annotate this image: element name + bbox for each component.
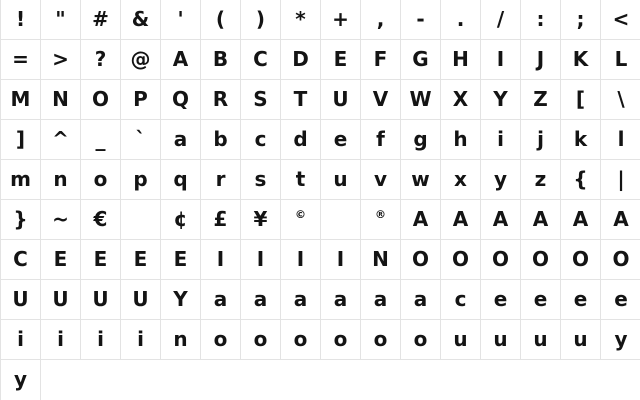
glyph-cell <box>121 120 161 160</box>
glyph-cell <box>281 320 321 360</box>
glyph-cell <box>121 80 161 120</box>
glyph-cell <box>321 200 361 240</box>
glyph: e <box>333 127 348 151</box>
glyph: A <box>572 207 589 231</box>
glyph-cell <box>561 160 601 200</box>
glyph: B <box>212 47 229 71</box>
glyph: # <box>92 7 109 31</box>
glyph: o <box>373 327 388 351</box>
glyph-cell <box>1 360 41 400</box>
glyph-cell <box>161 0 201 40</box>
glyph: z <box>534 167 547 191</box>
glyph-cell <box>241 160 281 200</box>
glyph: o <box>413 327 428 351</box>
glyph-cell <box>241 240 281 280</box>
glyph-cell <box>401 120 441 160</box>
glyph: A <box>532 207 549 231</box>
glyph-cell <box>441 280 481 320</box>
glyph-cell <box>201 120 241 160</box>
glyph-cell <box>481 120 521 160</box>
glyph: k <box>573 127 588 151</box>
glyph: { <box>573 167 588 191</box>
glyph: M <box>10 87 31 111</box>
glyph-cell <box>121 160 161 200</box>
glyph: I <box>216 247 225 271</box>
glyph-cell <box>361 320 401 360</box>
glyph-cell <box>361 160 401 200</box>
glyph: a <box>413 287 428 311</box>
glyph-cell <box>281 120 321 160</box>
glyph: - <box>416 7 425 31</box>
glyph-cell <box>1 40 41 80</box>
glyph-cell <box>81 200 121 240</box>
glyph-cell <box>41 200 81 240</box>
glyph-cell <box>481 80 521 120</box>
glyph-cell <box>441 320 481 360</box>
glyph-cell <box>281 80 321 120</box>
glyph: X <box>452 87 469 111</box>
glyph: h <box>453 127 468 151</box>
glyph: £ <box>213 207 228 231</box>
glyph-cell <box>241 200 281 240</box>
glyph: D <box>292 47 309 71</box>
glyph-cell <box>321 280 361 320</box>
glyph-cell <box>1 0 41 40</box>
glyph: H <box>452 47 469 71</box>
glyph-cell <box>81 160 121 200</box>
glyph-cell <box>161 160 201 200</box>
glyph: + <box>332 7 349 31</box>
glyph-cell <box>361 240 401 280</box>
glyph: a <box>173 127 188 151</box>
glyph-cell <box>321 0 361 40</box>
glyph-cell <box>201 80 241 120</box>
glyph: C <box>253 47 268 71</box>
glyph-cell <box>41 160 81 200</box>
glyph: ' <box>177 7 184 31</box>
glyph-cell <box>521 200 561 240</box>
glyph: a <box>333 287 348 311</box>
glyph: o <box>93 167 108 191</box>
glyph: A <box>452 207 469 231</box>
glyph: d <box>293 127 308 151</box>
glyph: N <box>372 247 389 271</box>
glyph: ] <box>15 127 26 151</box>
glyph: , <box>376 7 385 31</box>
glyph-cell <box>81 0 121 40</box>
glyph-row <box>1 320 640 360</box>
glyph-row <box>1 160 640 200</box>
glyph: I <box>496 47 505 71</box>
glyph: w <box>411 167 430 191</box>
glyph: O <box>612 247 630 271</box>
glyph: O <box>451 247 469 271</box>
glyph-cell <box>401 80 441 120</box>
glyph: E <box>333 47 348 71</box>
glyph-row <box>1 200 640 240</box>
glyph-cell <box>601 0 640 40</box>
glyph: y <box>13 367 28 391</box>
glyph: o <box>213 327 228 351</box>
glyph: @ <box>130 47 151 71</box>
glyph-cell <box>561 0 601 40</box>
glyph: u <box>333 167 348 191</box>
glyph: E <box>173 247 188 271</box>
glyph-cell <box>601 120 640 160</box>
glyph-cell <box>481 240 521 280</box>
glyph-cell <box>441 200 481 240</box>
glyph-row <box>1 0 640 40</box>
glyph-cell <box>561 280 601 320</box>
glyph-cell <box>401 0 441 40</box>
glyph: ( <box>215 7 226 31</box>
glyph: ! <box>15 7 26 31</box>
glyph: V <box>372 87 389 111</box>
glyph: E <box>53 247 68 271</box>
glyph-cell <box>521 0 561 40</box>
glyph-cell <box>521 240 561 280</box>
glyph-cell <box>601 240 640 280</box>
glyph-cell <box>361 200 401 240</box>
glyph-cell <box>281 0 321 40</box>
glyph-cell <box>521 120 561 160</box>
glyph: T <box>293 87 308 111</box>
glyph: j <box>537 127 544 151</box>
glyph: * <box>295 7 306 31</box>
glyph: U <box>12 287 29 311</box>
glyph: o <box>253 327 268 351</box>
glyph: t <box>295 167 306 191</box>
glyph: ` <box>135 127 146 151</box>
glyph-cell <box>161 200 201 240</box>
glyph-cell <box>521 40 561 80</box>
glyph: \ <box>617 87 625 111</box>
glyph: i <box>97 327 104 351</box>
glyph: " <box>55 7 66 31</box>
glyph-cell <box>1 280 41 320</box>
glyph-cell <box>41 120 81 160</box>
glyph-cell <box>481 40 521 80</box>
glyph: Q <box>171 87 189 111</box>
glyph: o <box>293 327 308 351</box>
glyph-cell <box>561 80 601 120</box>
glyph-cell <box>601 80 640 120</box>
glyph: [ <box>575 87 586 111</box>
glyph-cell <box>241 280 281 320</box>
glyph-cell <box>161 120 201 160</box>
glyph: U <box>332 87 349 111</box>
glyph: O <box>571 247 589 271</box>
glyph: © <box>295 208 306 221</box>
glyph-cell <box>561 200 601 240</box>
glyph: b <box>213 127 228 151</box>
glyph: A <box>492 207 509 231</box>
glyph: f <box>376 127 385 151</box>
glyph: < <box>612 7 630 31</box>
glyph: a <box>373 287 388 311</box>
glyph-cell <box>1 320 41 360</box>
glyph-cell <box>441 240 481 280</box>
glyph-cell <box>321 80 361 120</box>
glyph: q <box>173 167 188 191</box>
glyph-cell <box>401 320 441 360</box>
glyph-cell <box>121 0 161 40</box>
glyph: e <box>533 287 548 311</box>
glyph-cell <box>41 320 81 360</box>
glyph: n <box>53 167 68 191</box>
glyph-cell <box>441 0 481 40</box>
glyph: l <box>617 127 625 151</box>
glyph-cell <box>241 80 281 120</box>
glyph-cell <box>601 40 640 80</box>
glyph: O <box>91 87 109 111</box>
glyph-cell <box>121 240 161 280</box>
glyph-cell <box>601 200 640 240</box>
glyph: a <box>293 287 308 311</box>
glyph: € <box>93 207 108 231</box>
glyph: & <box>131 7 150 31</box>
glyph-cell <box>361 80 401 120</box>
glyph-cell <box>121 40 161 80</box>
glyph-cell <box>81 280 121 320</box>
glyph-cell <box>561 240 601 280</box>
glyph-cell <box>521 320 561 360</box>
glyph: E <box>133 247 148 271</box>
glyph-cell <box>1 240 41 280</box>
glyph: J <box>536 47 545 71</box>
glyph-cell <box>201 40 241 80</box>
glyph: = <box>12 47 29 71</box>
glyph: } <box>13 207 28 231</box>
glyph: a <box>253 287 268 311</box>
glyph-cell <box>321 120 361 160</box>
glyph: ^ <box>52 127 69 151</box>
glyph-cell <box>201 200 241 240</box>
glyph-cell <box>441 80 481 120</box>
glyph-cell <box>161 320 201 360</box>
glyph-cell <box>201 240 241 280</box>
glyph-cell <box>481 280 521 320</box>
glyph: g <box>413 127 428 151</box>
glyph: x <box>454 167 467 191</box>
glyph-cell <box>401 160 441 200</box>
glyph: E <box>93 247 108 271</box>
glyph-cell <box>561 120 601 160</box>
glyph-cell <box>361 280 401 320</box>
glyph-cell <box>121 200 161 240</box>
glyph-cell <box>41 0 81 40</box>
glyph-cell <box>481 160 521 200</box>
glyph-row <box>1 120 640 160</box>
glyph: m <box>10 167 31 191</box>
glyph: n <box>173 327 188 351</box>
glyph-cell <box>41 280 81 320</box>
glyph-cell <box>481 320 521 360</box>
glyph: u <box>493 327 508 351</box>
glyph-cell <box>121 320 161 360</box>
glyph-cell <box>361 40 401 80</box>
glyph: C <box>13 247 28 271</box>
glyph: ¢ <box>173 207 188 231</box>
glyph: U <box>52 287 69 311</box>
glyph: e <box>614 287 628 311</box>
glyph: > <box>52 47 69 71</box>
glyph: ) <box>255 7 266 31</box>
glyph: c <box>254 127 267 151</box>
glyph: A <box>613 207 629 231</box>
glyph: c <box>454 287 467 311</box>
glyph-cell <box>161 240 201 280</box>
glyph-cell <box>601 320 640 360</box>
glyph-cell <box>41 240 81 280</box>
glyph: i <box>57 327 64 351</box>
glyph-cell <box>81 80 121 120</box>
glyph-cell <box>321 320 361 360</box>
glyph: U <box>132 287 149 311</box>
glyph-cell <box>201 280 241 320</box>
glyph-cell <box>81 40 121 80</box>
glyph-row <box>1 360 640 400</box>
glyph: O <box>491 247 509 271</box>
glyph-cell <box>281 160 321 200</box>
glyph: v <box>373 167 388 191</box>
glyph: e <box>493 287 508 311</box>
glyph-cell <box>361 0 401 40</box>
glyph-cell <box>241 0 281 40</box>
glyph-cell <box>601 280 640 320</box>
glyph: ® <box>375 208 386 221</box>
glyph: P <box>133 87 148 111</box>
glyph-cell <box>121 280 161 320</box>
glyph: a <box>213 287 228 311</box>
glyph: I <box>256 247 265 271</box>
glyph-cell <box>521 80 561 120</box>
glyph-row <box>1 240 640 280</box>
glyph-cell <box>201 320 241 360</box>
glyph-cell <box>401 200 441 240</box>
glyph: R <box>212 87 229 111</box>
glyph: I <box>296 247 305 271</box>
glyph-cell <box>241 320 281 360</box>
glyph-cell <box>81 120 121 160</box>
glyph-cell <box>521 160 561 200</box>
glyph: u <box>453 327 468 351</box>
glyph-cell <box>281 280 321 320</box>
glyph: ? <box>94 47 107 71</box>
glyph: ¥ <box>253 207 268 231</box>
glyph: u <box>573 327 588 351</box>
glyph: L <box>614 47 628 71</box>
glyph-cell <box>561 40 601 80</box>
glyph: I <box>336 247 345 271</box>
glyph-cell <box>81 240 121 280</box>
glyph-cell <box>1 160 41 200</box>
glyph: o <box>333 327 348 351</box>
glyph: y <box>614 327 628 351</box>
glyph: / <box>496 7 505 31</box>
glyph-cell <box>41 40 81 80</box>
glyph-cell <box>161 80 201 120</box>
glyph-cell <box>281 240 321 280</box>
glyph: ~ <box>52 207 69 231</box>
glyph-cell <box>441 40 481 80</box>
glyph: G <box>412 47 429 71</box>
glyph-cell <box>481 0 521 40</box>
glyph: A <box>172 47 189 71</box>
glyph-cell <box>401 280 441 320</box>
glyph: e <box>573 287 588 311</box>
glyph: ; <box>576 7 585 31</box>
glyph-cell <box>321 160 361 200</box>
glyph-cell <box>161 280 201 320</box>
glyph-cell <box>1 200 41 240</box>
glyph-cell <box>321 40 361 80</box>
glyph-cell <box>201 160 241 200</box>
glyph: Z <box>533 87 548 111</box>
glyph-cell <box>161 40 201 80</box>
glyph-row <box>1 80 640 120</box>
glyph-cell <box>281 40 321 80</box>
glyph: W <box>409 87 432 111</box>
glyph: u <box>533 327 548 351</box>
glyph-cell <box>241 40 281 80</box>
glyph: K <box>572 47 589 71</box>
glyph-cell <box>441 120 481 160</box>
glyph: i <box>497 127 504 151</box>
glyph: _ <box>95 127 106 151</box>
glyph: i <box>17 327 24 351</box>
glyph-cell <box>561 320 601 360</box>
glyph-cell <box>1 80 41 120</box>
glyph-cell <box>81 320 121 360</box>
glyph-cell <box>321 240 361 280</box>
glyph-cell <box>401 240 441 280</box>
glyph-cell <box>361 120 401 160</box>
glyph: r <box>215 167 226 191</box>
glyph: S <box>253 87 268 111</box>
glyph: : <box>536 7 545 31</box>
glyph: | <box>617 167 625 191</box>
glyph-cell <box>601 160 640 200</box>
glyph: A <box>412 207 429 231</box>
glyph-row <box>1 280 640 320</box>
glyph: U <box>92 287 109 311</box>
glyph: Y <box>493 87 508 111</box>
glyph-cell <box>281 200 321 240</box>
glyph: . <box>456 7 465 31</box>
glyph: p <box>133 167 148 191</box>
glyph: y <box>493 167 508 191</box>
glyph-cell <box>521 280 561 320</box>
glyph-cell <box>241 120 281 160</box>
glyph-cell <box>1 120 41 160</box>
glyph: i <box>137 327 144 351</box>
glyph-row <box>1 40 640 80</box>
glyph: s <box>254 167 267 191</box>
glyph: Y <box>173 287 188 311</box>
glyph: O <box>411 247 429 271</box>
glyph: N <box>52 87 69 111</box>
glyph: F <box>373 47 388 71</box>
glyph-cell <box>481 200 521 240</box>
glyph-cell <box>41 80 81 120</box>
glyph-cell <box>441 160 481 200</box>
glyph-cell <box>201 0 241 40</box>
glyph-cell <box>401 40 441 80</box>
glyph: O <box>531 247 549 271</box>
